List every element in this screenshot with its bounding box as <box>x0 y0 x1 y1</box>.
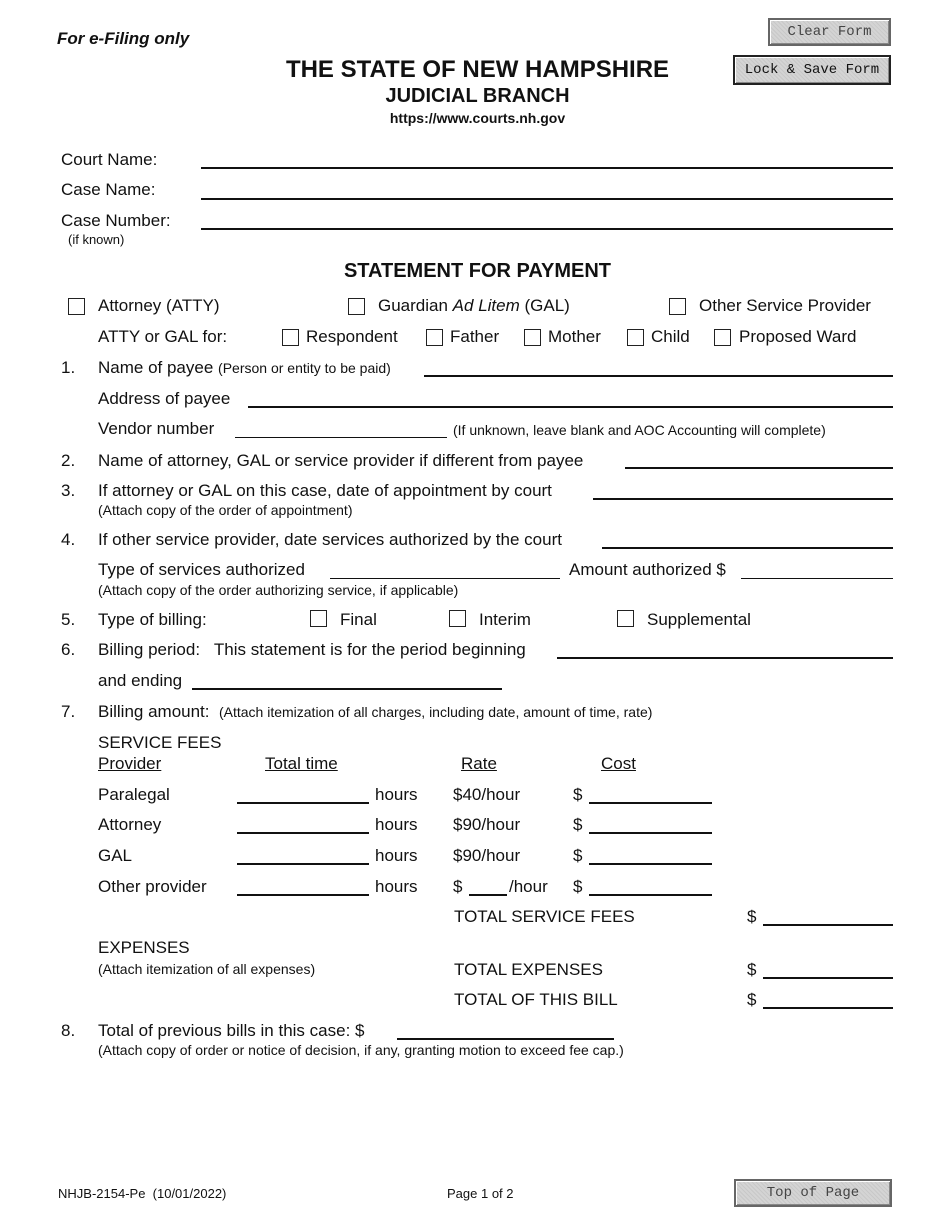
child-label: Child <box>651 327 690 346</box>
billing-period-label: Billing period: This statement is for the period beginning <box>98 640 526 659</box>
vendor-number-field[interactable] <box>235 437 447 438</box>
item-number-3: 3. <box>61 481 76 500</box>
col-total-time: Total time <box>265 754 338 773</box>
previous-bills-label: Total of previous bills in this case: $ <box>98 1021 365 1040</box>
dollar-sign: $ <box>747 960 757 979</box>
case-name-label: Case Name: <box>61 180 156 199</box>
hours-label: hours <box>375 877 418 896</box>
billing-amount-label: Billing amount: (Attach itemization of all charges, including date, amount of time, rate) <box>98 702 653 721</box>
vendor-note: (If unknown, leave blank and AOC Accounting will complete) <box>453 422 826 438</box>
courts-url: https://www.courts.nh.gov <box>389 110 566 126</box>
total-expenses-field[interactable] <box>763 977 893 979</box>
paralegal-cost-field[interactable] <box>589 802 712 804</box>
supplemental-checkbox[interactable] <box>617 610 634 627</box>
service-fees-heading: SERVICE FEES <box>98 733 222 752</box>
col-provider: Provider <box>98 754 162 773</box>
rate-gal: $90/hour <box>453 846 521 865</box>
proposed-ward-checkbox[interactable] <box>714 329 731 346</box>
provider-other: Other provider <box>98 877 207 896</box>
father-label: Father <box>450 327 500 346</box>
branch-title: JUDICIAL BRANCH <box>385 85 570 107</box>
paralegal-time-field[interactable] <box>237 802 369 804</box>
appointment-date-field[interactable] <box>593 498 893 500</box>
supplemental-label: Supplemental <box>647 610 751 629</box>
previous-bills-field[interactable] <box>397 1038 614 1040</box>
state-title: THE STATE OF NEW HAMPSHIRE <box>285 56 670 83</box>
expenses-note: (Attach itemization of all expenses) <box>98 961 316 977</box>
efiling-note: For e-Filing only <box>57 29 190 48</box>
item-number-1: 1. <box>61 358 76 377</box>
vendor-label: Vendor number <box>98 419 215 438</box>
col-rate: Rate <box>461 754 497 773</box>
item-number-8: 8. <box>61 1021 76 1040</box>
gal-cost-field[interactable] <box>589 863 712 865</box>
total-bill-field[interactable] <box>763 1007 893 1009</box>
mother-label: Mother <box>548 327 601 346</box>
item-number-7: 7. <box>61 702 76 721</box>
billing-type-label: Type of billing: <box>98 610 207 629</box>
other-date-field[interactable] <box>602 547 893 549</box>
dollar-sign: $ <box>573 877 583 896</box>
child-checkbox[interactable] <box>627 329 644 346</box>
interim-checkbox[interactable] <box>449 610 466 627</box>
appointment-label: If attorney or GAL on this case, date of appointment by court <box>98 481 552 500</box>
court-name-field[interactable] <box>201 167 893 169</box>
case-number-field[interactable] <box>201 228 893 230</box>
case-name-field[interactable] <box>201 198 893 200</box>
clear-form-button[interactable]: Clear Form <box>768 18 891 46</box>
hours-label: hours <box>375 785 418 804</box>
amount-authorized-label: Amount authorized $ <box>569 560 726 579</box>
mother-checkbox[interactable] <box>524 329 541 346</box>
form-id: NHJB-2154-Pe (10/01/2022) <box>58 1186 227 1201</box>
total-expenses-label: TOTAL EXPENSES <box>454 960 603 979</box>
total-service-fees-label: TOTAL SERVICE FEES <box>454 907 635 926</box>
case-number-label: Case Number: <box>61 211 171 230</box>
dollar-sign: $ <box>573 815 583 834</box>
payee-field[interactable] <box>424 375 893 377</box>
attorney-checkbox[interactable] <box>68 298 85 315</box>
address-field[interactable] <box>248 406 893 408</box>
court-name-label: Court Name: <box>61 150 158 169</box>
provider-attorney: Attorney <box>98 815 162 834</box>
hours-label: hours <box>375 815 418 834</box>
final-checkbox[interactable] <box>310 610 327 627</box>
guardian-checkbox[interactable] <box>348 298 365 315</box>
total-bill-label: TOTAL OF THIS BILL <box>454 990 618 1009</box>
provider-paralegal: Paralegal <box>98 785 170 804</box>
proposed-ward-label: Proposed Ward <box>739 327 857 346</box>
provider-gal: GAL <box>98 846 133 865</box>
attorney-time-field[interactable] <box>237 832 369 834</box>
col-cost: Cost <box>601 754 636 773</box>
payee-label: Name of payee (Person or entity to be paid) <box>98 358 391 377</box>
hours-label: hours <box>375 846 418 865</box>
other-provider-checkbox[interactable] <box>669 298 686 315</box>
form-title: STATEMENT FOR PAYMENT <box>343 260 612 282</box>
rate-other-prefix: $ <box>453 877 463 896</box>
total-service-fees-field[interactable] <box>763 924 893 926</box>
interim-label: Interim <box>479 610 531 629</box>
if-known-note: (if known) <box>68 232 125 247</box>
respondent-checkbox[interactable] <box>282 329 299 346</box>
page-number: Page 1 of 2 <box>447 1186 514 1201</box>
rate-paralegal: $40/hour <box>453 785 521 804</box>
attorney-label: Attorney (ATTY) <box>98 296 220 315</box>
amount-authorized-field[interactable] <box>741 578 893 579</box>
item-number-2: 2. <box>61 451 76 470</box>
period-ending-field[interactable] <box>192 688 502 690</box>
previous-bills-note: (Attach copy of order or notice of decision, if any, granting motion to exceed fee cap.) <box>98 1042 624 1058</box>
other-rate-field[interactable] <box>469 894 507 896</box>
type-services-note: (Attach copy of the order authorizing service, if applicable) <box>98 582 459 598</box>
gal-time-field[interactable] <box>237 863 369 865</box>
item-number-4: 4. <box>61 530 76 549</box>
expenses-heading: EXPENSES <box>98 938 190 957</box>
dollar-sign: $ <box>747 990 757 1009</box>
lock-save-form-button[interactable]: Lock & Save Form <box>733 55 891 85</box>
top-of-page-button[interactable]: Top of Page <box>734 1179 892 1207</box>
rate-attorney: $90/hour <box>453 815 521 834</box>
dollar-sign: $ <box>573 785 583 804</box>
address-label: Address of payee <box>98 389 231 408</box>
period-beginning-field[interactable] <box>557 657 893 659</box>
ending-label: and ending <box>98 671 183 690</box>
attorney-name-field[interactable] <box>625 467 893 469</box>
attorney-name-label: Name of attorney, GAL or service provider if different from payee <box>98 451 584 470</box>
type-services-field[interactable] <box>330 578 560 579</box>
item-number-6: 6. <box>61 640 76 659</box>
dollar-sign: $ <box>747 907 757 926</box>
other-date-label: If other service provider, date services authorized by the court <box>98 530 562 549</box>
atty-for-label: ATTY or GAL for: <box>98 327 228 346</box>
dollar-sign: $ <box>573 846 583 865</box>
guardian-label: Guardian Ad Litem (GAL) <box>378 296 570 315</box>
other-provider-label: Other Service Provider <box>699 296 871 315</box>
appointment-note: (Attach copy of the order of appointment) <box>98 502 353 518</box>
father-checkbox[interactable] <box>426 329 443 346</box>
other-cost-field[interactable] <box>589 894 712 896</box>
attorney-cost-field[interactable] <box>589 832 712 834</box>
respondent-label: Respondent <box>306 327 398 346</box>
final-label: Final <box>340 610 377 629</box>
item-number-5: 5. <box>61 610 76 629</box>
other-time-field[interactable] <box>237 894 369 896</box>
rate-other-suffix: /hour <box>509 877 548 896</box>
type-services-label: Type of services authorized <box>98 560 305 579</box>
